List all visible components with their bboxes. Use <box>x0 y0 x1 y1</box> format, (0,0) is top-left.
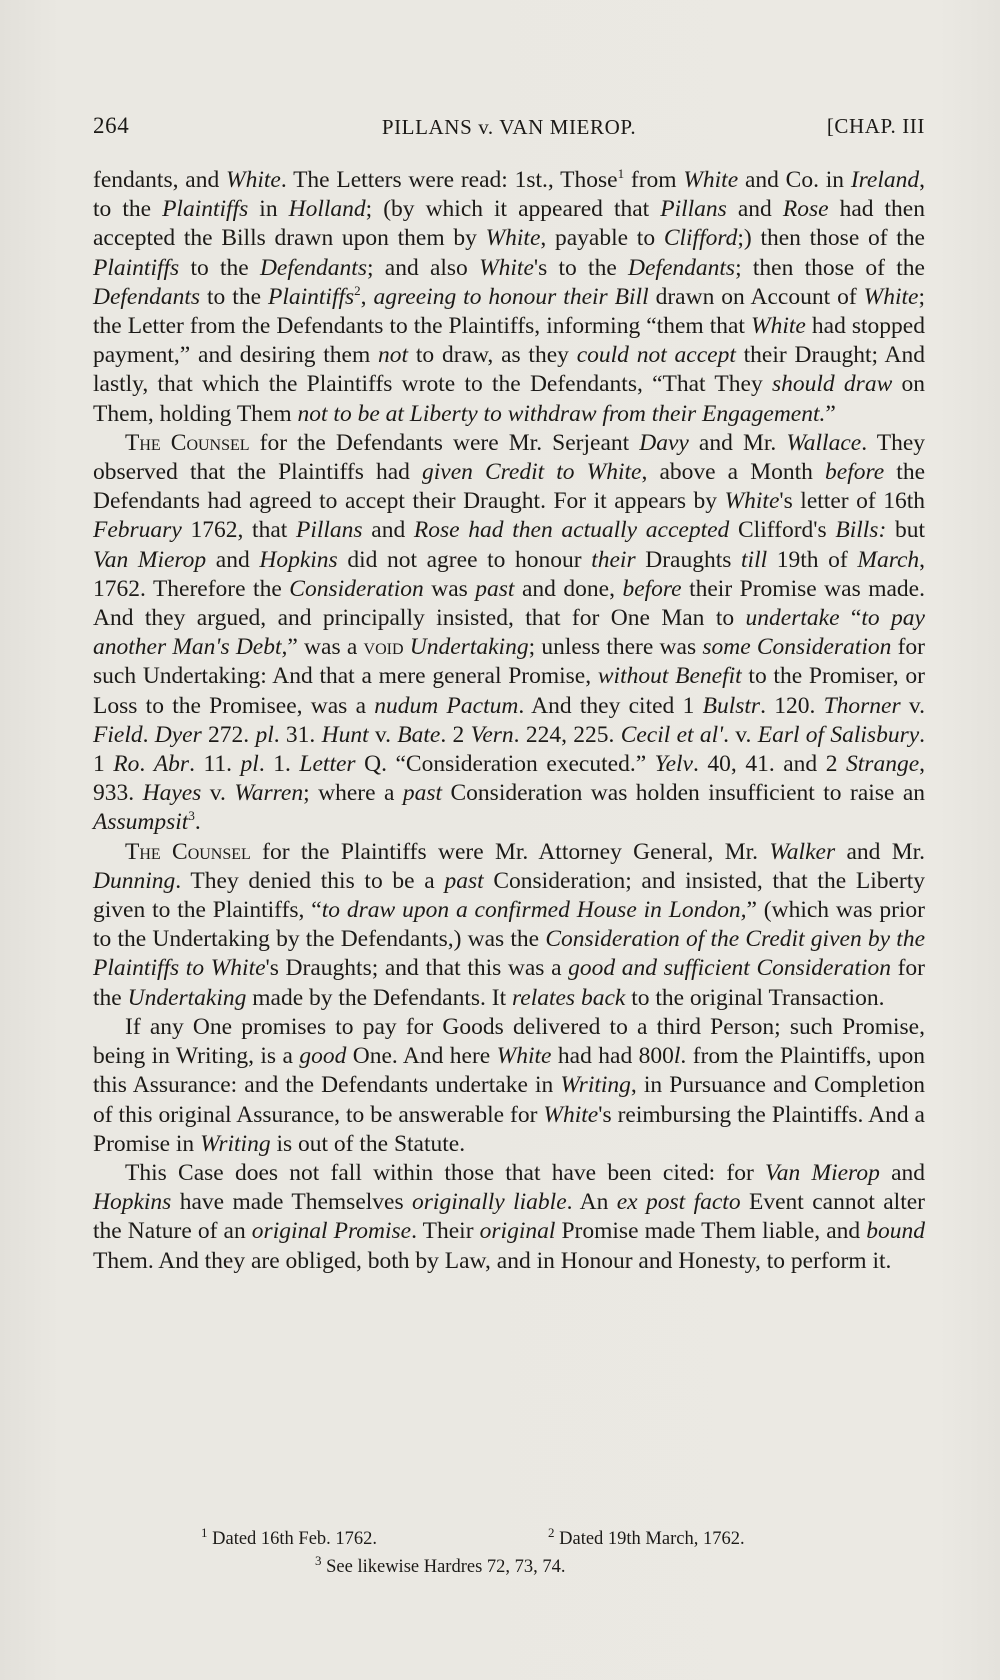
text-run: ; the Letter from the Defendants to the Plaintiffs, informing “them that <box>93 283 925 340</box>
text-run: 272. <box>201 721 256 748</box>
italic-text: Yelv <box>654 751 693 778</box>
italic-text: Defendants <box>259 254 367 281</box>
text-run: One. And here <box>346 1043 497 1070</box>
text-run: v. <box>900 692 926 719</box>
paragraph <box>93 1159 925 1276</box>
text-run: Consideration was holden insufficient to raise an <box>442 780 925 807</box>
text-run: 's to the <box>533 254 629 281</box>
text-run: ” (which was prior to the Undertaking by the Defendants,) was the <box>93 897 926 953</box>
text-run: ” <box>825 400 836 427</box>
italic-text: Vern <box>470 721 514 748</box>
text-run: . v. <box>723 721 758 748</box>
italic-text: l <box>673 1043 681 1070</box>
italic-text: Wallace <box>786 429 862 456</box>
italic-text: originally liable <box>412 1189 567 1216</box>
italic-text: Bate <box>397 721 441 748</box>
italic-text: White <box>479 254 534 281</box>
text-run: . They observed that the Plaintiffs had <box>93 429 926 486</box>
italic-text: pl <box>240 751 259 778</box>
text-run: . And they cited 1 <box>518 692 703 719</box>
italic-text: good and sufficient Consideration <box>568 955 891 982</box>
text-run: on Them, holding Them <box>93 371 926 427</box>
text-run: , 1762. Therefore the <box>93 546 926 602</box>
text-run: is out of the Statute. <box>270 1130 466 1157</box>
text-run: . 1. <box>258 751 300 778</box>
italic-text: Plaintiffs <box>162 196 249 223</box>
italic-text: Thorner <box>823 692 901 719</box>
text-run: ; (by which it appeared that <box>365 196 661 223</box>
italic-text: undertake <box>745 605 840 632</box>
italic-text: Plaintiffs <box>93 254 180 281</box>
italic-text: Undertaking <box>127 984 247 1011</box>
italic-text: Hopkins <box>259 546 338 573</box>
footnote-text: Dated 19th March, 1762. <box>559 1529 745 1549</box>
text-run: . 224, 225. <box>513 721 621 748</box>
text-run: , to the <box>93 167 925 223</box>
italic-text: past <box>444 867 484 894</box>
text-run: . They denied this to be a <box>175 867 445 894</box>
text-run: drawn on Account of <box>648 283 864 310</box>
footnote-3 <box>315 1553 566 1581</box>
paragraph <box>93 838 925 1013</box>
italic-text: pl <box>255 721 274 748</box>
italic-text: Strange <box>846 751 920 778</box>
footnote-text: See likewise Hardres 72, 73, 74. <box>326 1557 566 1577</box>
text-run: , in Pursuance and Completion of this original Assurance, to be answerable for <box>93 1072 925 1128</box>
italic-text: Undertaking <box>409 634 529 661</box>
italic-text: Van Mierop <box>765 1159 880 1186</box>
body-text <box>93 166 925 1276</box>
text-run: , <box>360 283 374 310</box>
italic-text: White <box>496 1043 552 1070</box>
text-run: . <box>194 809 201 836</box>
text-run: Them. And they are obliged, both by Law, and in Honour and Honesty, to perform it. <box>93 1247 892 1274</box>
text-run: the Defendants had agreed to accept their Draught. For it appears by <box>93 459 926 515</box>
text-run: “ <box>839 605 862 632</box>
italic-text: Earl of Salisbury <box>757 721 920 748</box>
italic-text: Rose had then actually accepted <box>413 517 730 544</box>
italic-text: Defendants <box>628 254 736 281</box>
text-run: to draw, as they <box>408 342 577 369</box>
italic-text: Van Mierop <box>93 546 207 573</box>
italic-text: original Promise <box>251 1218 412 1245</box>
footnote-ref: 1 <box>617 166 625 182</box>
text-run: and <box>726 196 783 223</box>
italic-text: Bulstr <box>702 692 761 719</box>
text-run: for the Defendants were Mr. Serjeant <box>249 429 640 456</box>
italic-text: Hayes <box>142 780 202 807</box>
italic-text: relates back <box>511 984 626 1011</box>
text-run: Clifford's <box>729 517 836 544</box>
text-run: in <box>248 196 289 223</box>
text-run: ; where a <box>303 780 403 807</box>
italic-text: their <box>591 546 636 573</box>
italic-text: Warren <box>234 780 304 807</box>
text-run: and Mr. <box>835 838 926 865</box>
text-run: 's Draughts; and that this was a <box>265 955 569 982</box>
italic-text: February <box>93 517 182 544</box>
text-run: Q. “Consideration executed.” <box>355 751 655 778</box>
text-run: did not agree to honour <box>337 546 592 573</box>
text-run: v. <box>368 721 398 748</box>
small-caps-text: The Counsel <box>125 838 251 865</box>
text-run: , 933. <box>93 751 925 807</box>
italic-text: bound <box>866 1218 926 1245</box>
italic-text: White <box>485 225 541 252</box>
text-run: v. <box>201 780 235 807</box>
footnote-mark: 1 <box>201 1524 208 1540</box>
italic-text: nudum Pactum <box>374 692 519 719</box>
chapter-label: [CHAP. III <box>826 114 925 138</box>
italic-text: Defendants <box>93 283 201 310</box>
small-caps-text: void <box>363 634 404 661</box>
text-run: If any One promises to pay for Goods delivered to a third Person; such Promise, being in Writing, is a <box>93 1013 925 1070</box>
italic-text: Hopkins <box>93 1189 172 1216</box>
footnote-1 <box>201 1525 377 1553</box>
footnote-text: Dated 16th Feb. 1762. <box>212 1529 378 1549</box>
text-run: . <box>139 751 154 778</box>
italic-text: Consideration of the Credit given by the Plaintiffs to White <box>93 926 926 982</box>
footnote-ref: 3 <box>188 808 195 824</box>
text-run: and <box>362 517 414 544</box>
text-run: and Mr. <box>688 429 787 456</box>
text-run: have made Themselves <box>171 1189 413 1216</box>
text-run: ; unless there was <box>528 634 703 661</box>
text-run: to the <box>200 283 268 310</box>
italic-text: before <box>622 575 682 602</box>
text-run: . 1 <box>93 721 926 778</box>
italic-text: White <box>863 283 919 310</box>
italic-text: some Consideration <box>702 634 892 661</box>
italic-text: not to be at Liberty to withdraw from their Engagement. <box>297 400 826 427</box>
text-run: ; then those of the <box>735 254 925 281</box>
italic-text: Hunt <box>321 721 369 748</box>
text-run: . 120. <box>760 692 824 719</box>
text-run: from <box>624 167 684 193</box>
paragraph <box>93 1013 925 1159</box>
text-run: Consideration; and insisted, that the Liberty given to the Plaintiffs, “ <box>93 867 926 924</box>
running-head <box>93 113 925 143</box>
text-run: had stopped payment,” and desiring them <box>93 313 925 369</box>
italic-text: March <box>857 546 920 573</box>
small-caps-text: The Counsel <box>125 429 250 456</box>
text-run: . 40, 41. and 2 <box>692 751 847 778</box>
text-run: fendants, and <box>93 167 226 193</box>
italic-text: Consideration <box>289 575 424 602</box>
text-run: had had 800 <box>551 1043 674 1070</box>
italic-text: ex post facto <box>616 1189 741 1216</box>
italic-text: Abr <box>153 751 190 778</box>
text-run: their Promise was made. And they argued, and principally insisted, that for One Man to <box>93 575 925 632</box>
italic-text: good <box>299 1043 347 1070</box>
page-number: 264 <box>93 113 130 138</box>
italic-text: Rose <box>782 196 829 223</box>
text-run: and <box>879 1159 926 1186</box>
footnote-row-2 <box>93 1553 925 1581</box>
running-title: PILLANS v. VAN MIEROP. <box>381 115 637 139</box>
text-run: but <box>886 517 926 544</box>
italic-text: Ireland <box>850 167 920 193</box>
text-run: Promise made Them liable, and <box>555 1218 867 1245</box>
italic-text: Dunning <box>93 867 176 894</box>
text-run: . <box>142 721 155 748</box>
text-run: . 2 <box>440 721 471 748</box>
italic-text: Plaintiffs <box>267 283 355 310</box>
text-run: ;) then those of the <box>737 225 925 252</box>
text-run: 1762, that <box>181 517 296 544</box>
italic-text: Pillans <box>295 517 363 544</box>
italic-text: Ro <box>113 751 140 778</box>
italic-text: not <box>378 342 409 369</box>
paragraph <box>93 429 925 838</box>
text-run: made by the Defendants. It <box>246 984 512 1011</box>
text-run: . 11. <box>189 751 241 778</box>
text-run: This Case does not fall within those that have been cited: for <box>125 1159 766 1186</box>
italic-text: White <box>724 488 780 515</box>
italic-text: Bills: <box>835 517 887 544</box>
text-run: Draughts <box>635 546 742 573</box>
text-run: and Co. in <box>738 167 851 193</box>
text-run: . 31. <box>273 721 322 748</box>
italic-text: to draw upon a confirmed House in London, <box>321 897 747 924</box>
text-run: , payable to <box>540 225 664 252</box>
text-run: their Draught; And lastly, that which the Plaintiffs wrote to the Defendants, “That They <box>93 342 926 398</box>
text-run: for the Plaintiffs were Mr. Attorney General, Mr. <box>250 838 770 865</box>
paragraph <box>93 166 925 429</box>
text-run: 's reimbursing the Plaintiffs. And a Promise in <box>93 1101 925 1157</box>
italic-text: Walker <box>769 838 836 865</box>
text-run: . The Letters were read: 1st., Those <box>280 167 618 193</box>
footnote-mark: 3 <box>315 1552 322 1568</box>
italic-text: White <box>683 167 739 193</box>
italic-text: Field <box>93 721 143 748</box>
italic-text: Writing <box>560 1072 631 1099</box>
italic-text: Holland <box>288 196 366 223</box>
italic-text: given Credit to White <box>421 459 642 486</box>
italic-text: Assumpsit <box>93 809 189 836</box>
text-run: . An <box>566 1189 617 1216</box>
italic-text: could not accept <box>576 342 736 369</box>
text-run: and done, <box>514 575 623 602</box>
text-run: to the <box>179 254 260 281</box>
italic-text: agreeing to honour their Bill <box>373 283 649 310</box>
italic-text: Davy <box>639 429 689 456</box>
footnote-row-1 <box>93 1525 925 1553</box>
italic-text: past <box>402 780 443 807</box>
footnotes <box>93 1525 925 1581</box>
text-run: to the original Transaction. <box>625 984 885 1011</box>
footnote-mark: 2 <box>548 1524 555 1540</box>
italic-text: past <box>475 575 515 602</box>
text-run: for the <box>93 955 925 1011</box>
italic-text: White <box>543 1101 599 1128</box>
italic-text: Cecil et al' <box>620 721 724 748</box>
italic-text: to pay another Man's Debt, <box>93 605 925 661</box>
text-run: and <box>206 546 260 573</box>
italic-text: Writing <box>200 1130 271 1157</box>
italic-text: should draw <box>771 371 893 398</box>
italic-text: Clifford <box>663 225 738 252</box>
italic-text: Letter <box>299 751 356 778</box>
text-run: to the Promiser, or Loss to the Promisee, was a <box>93 663 925 719</box>
footnote-2 <box>548 1525 745 1553</box>
text-run: 19th of <box>767 546 858 573</box>
text-run: Event cannot alter the Nature of an <box>93 1189 925 1245</box>
text-run: for such Undertaking: And that a mere general Promise, <box>93 634 926 690</box>
text-run: had then accepted the Bills drawn upon them by <box>93 196 925 252</box>
text-run: , above a Month <box>641 459 826 486</box>
text-run: . from the Plaintiffs, upon this Assurance: and the Defendants undertake in <box>93 1043 925 1099</box>
footnote-ref: 2 <box>354 282 361 298</box>
italic-text: before <box>825 459 885 486</box>
text-run: was <box>423 575 476 602</box>
text-run: ” was a <box>287 634 364 661</box>
text-run: 's letter of 16th <box>779 488 925 515</box>
italic-text: Pillans <box>660 196 727 223</box>
italic-text: till <box>741 546 768 573</box>
italic-text: White <box>751 313 806 340</box>
italic-text: original <box>479 1218 556 1245</box>
italic-text: White <box>226 167 281 193</box>
italic-text: without Benefit <box>597 663 742 690</box>
text-run: . Their <box>411 1218 480 1245</box>
italic-text: Dyer <box>154 721 202 748</box>
text-run: ; and also <box>366 254 480 281</box>
